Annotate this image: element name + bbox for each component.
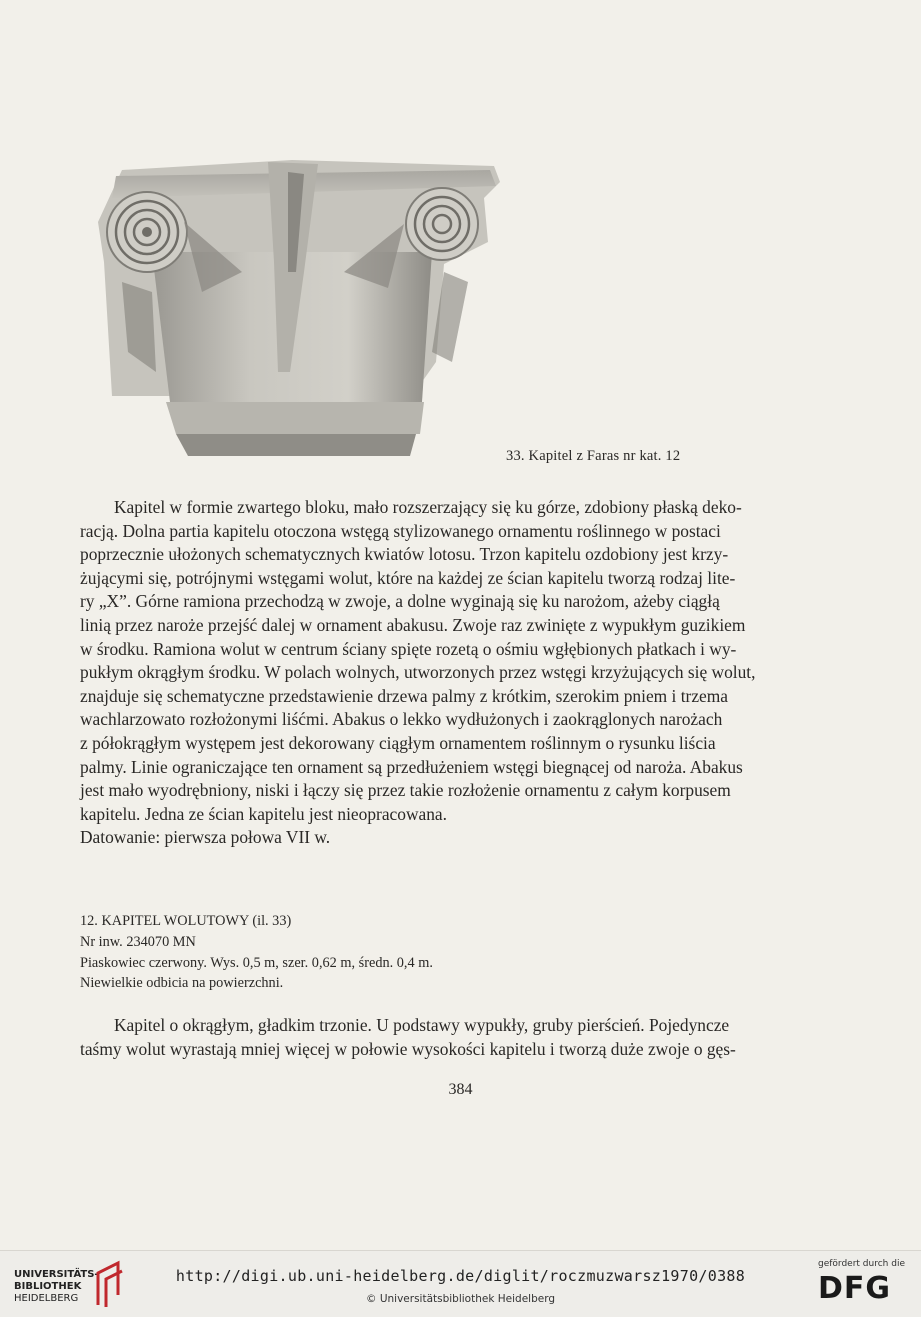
figure-caption: 33. Kapitel z Faras nr kat. 12 [506,448,681,464]
text-line: Kapitel o okrągłym, gładkim trzonie. U podstawy wypukły, gruby pierścień. Pojedyncze [114,1015,730,1035]
text-line: racją. Dolna partia kapitelu otoczona wstęgą stylizowanego ornamentu roślinnego w postaci [80,520,721,541]
text-line: ry „X”. Górne ramiona przechodzą w zwoje, a dolne wyginają się ku narożom, ażeby ciągłą [80,591,720,612]
catalog-entry [80,911,433,994]
copyright-notice: © Universitätsbibliothek Heidelberg [365,1293,555,1305]
page-number: 384 [448,1081,473,1098]
footer-bar [0,1250,921,1317]
text-line: z półokrągłym występem jest dekorowany ciągłym ornamentem roślinnym o rysunku liścia [80,732,716,753]
catalog-material: Piaskowiec czerwony. Wys. 0,5 m, szer. 0,62 m, średn. 0,4 m. [80,954,433,971]
catalog-condition: Niewielkie odbicia na powierzchni. [80,975,284,992]
catalog-inventory: Nr inw. 234070 MN [80,933,196,950]
funding-label: gefördert durch die [818,1259,905,1269]
text-line: poprzecznie ułożonych schematycznych kwiatów lotosu. Trzon kapitelu ozdobiony jest krzy- [80,544,729,565]
dating-line: Datowanie: pierwsza połowa VII w. [80,827,331,848]
permalink-url[interactable]: http://digi.ub.uni-heidelberg.de/diglit/roczmuzwarsz1970/0388 [175,1267,746,1285]
text-line: linią przez naroże przejść dalej w ornament abakusu. Zwoje raz zwinięte z wypukłym guzikiem [80,614,746,635]
text-line: palmy. Linie ograniczające ten ornament są przedłużeniem wstęgi biegnącej od naroża. Abakus [80,756,743,777]
text-line: w środku. Ramiona wolut w centrum ściany spięte rozetą o ośmiu wgłębionych płatkach i wy- [80,638,737,659]
text-line: znajduje się schematyczne przedstawienie drzewa palmy z krótkim, szerokim pniem i trzema [80,685,729,706]
text-line: wachlarzowato rozłożonymi liśćmi. Abakus o lekko wydłużonych i zaokrąglonych narożach [80,709,723,730]
dfg-logo[interactable]: DFG [818,1271,892,1306]
library-name-line: BIBLIOTHEK [14,1281,82,1292]
text-line: taśmy wolut wyrastają mniej więcej w połowie wysokości kapitelu i tworzą duże zwoje o gęs- [80,1038,736,1059]
text-line: Kapitel w formie zwartego bloku, mało rozszerzający się ku górze, zdobiony płaską deko- [114,497,742,517]
text-line: jest mało wyodrębniony, niski i łączy się przez takie rozłożenie ornamentu z całym korpusem [80,780,731,801]
text-line: żującymi się, potrójnymi wstęgami wolut, które na każdej ze ścian kapitelu tworzą rodzaj lite- [80,567,736,588]
library-name-line: UNIVERSITÄTS- [14,1269,99,1280]
text-line: pukłym okrągłym środku. W polach wolnych, utworzonych przez wstęgi krzyżujących się wolut, [80,662,756,683]
second-paragraph [80,1014,860,1061]
main-paragraph [80,496,860,850]
library-name-line: HEIDELBERG [14,1293,79,1304]
capital-photograph [92,152,504,466]
text-line: kapitelu. Jedna ze ścian kapitelu jest nieopracowana. [80,803,447,824]
catalog-title: 12. KAPITEL WOLUTOWY (il. 33) [80,913,292,929]
